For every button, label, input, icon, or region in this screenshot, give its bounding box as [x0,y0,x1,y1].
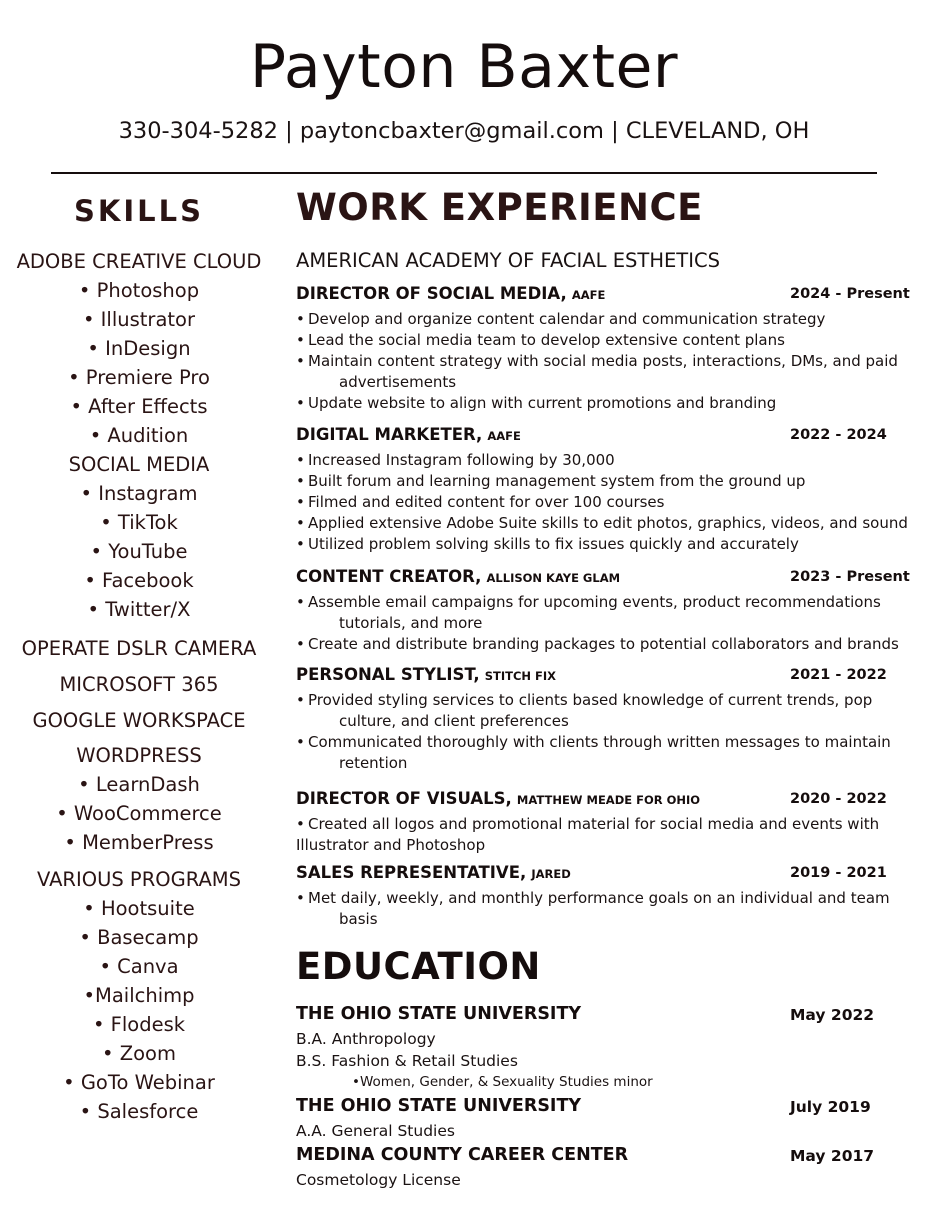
skill-category: MICROSOFT 365 [59,673,219,696]
skill-item: • Premiere Pro [68,366,210,389]
skill-item: • TikTok [100,511,178,534]
job-dates: 2019 - 2021 [790,865,887,881]
skill-item: • InDesign [87,337,191,360]
skill-item: • Basecamp [79,926,199,949]
skill-item: • Zoom [102,1042,176,1065]
job-title: DIRECTOR OF SOCIAL MEDIA, [296,284,567,303]
job-dates: 2022 - 2024 [790,427,887,443]
bullet-text: Communicated thoroughly with clients through written messages to maintain [308,733,891,751]
bullet-text: Assemble email campaigns for upcoming events, product recommendations [308,593,881,611]
job-entry [296,863,916,930]
skill-category: VARIOUS PROGRAMS [37,868,241,891]
job-entry [296,284,916,414]
header-divider [51,172,877,174]
skill-item: • Illustrator [82,308,195,331]
school-name: THE OHIO STATE UNIVERSITY [296,1004,582,1024]
school-name: THE OHIO STATE UNIVERSITY [296,1096,582,1116]
bullet-text: Increased Instagram following by 30,000 [308,451,615,469]
job-bullets [296,814,916,856]
company-name: AMERICAN ACADEMY OF FACIAL ESTHETICS [296,249,720,272]
bullet-continuation: tutorials, and more [339,614,483,632]
job-header [296,789,916,811]
bullet-continuation: basis [339,910,378,928]
bullet-text: Provided styling services to clients based knowledge of current trends, pop [308,691,873,709]
skill-category: ADOBE CREATIVE CLOUD [16,250,262,273]
skill-item: • Audition [89,424,189,447]
job-header [296,665,916,687]
minor-line: •Women, Gender, & Sexuality Studies minor [352,1074,653,1090]
bullet-text: Maintain content strategy with social media posts, interactions, DMs, and paid [308,352,898,370]
job-bullet [296,592,916,634]
job-title: PERSONAL STYLIST, [296,665,480,684]
skill-item: • Instagram [80,482,198,505]
skill-item: • YouTube [90,540,188,563]
skill-item: • Twitter/X [87,598,191,621]
skill-category: OPERATE DSLR CAMERA [21,637,257,660]
bullet-text: Built forum and learning management system from the ground up [308,472,806,490]
job-bullet [296,309,916,330]
job-dates: 2021 - 2022 [790,667,887,683]
bullet-text: Met daily, weekly, and monthly performance goals on an individual and team [308,889,890,907]
bullet-text: Applied extensive Adobe Suite skills to edit photos, graphics, videos, and sound [308,514,908,532]
skill-item: • After Effects [70,395,208,418]
job-bullet [296,888,916,930]
degree-line: B.S. Fashion & Retail Studies [296,1052,518,1070]
job-dates: 2020 - 2022 [790,791,887,807]
job-organization: AAFE [487,429,521,443]
bullet-text: Utilized problem solving skills to fix issues quickly and accurately [308,535,799,553]
job-bullet [296,471,916,492]
job-bullets [296,450,916,555]
skill-item: • GoTo Webinar [63,1071,215,1094]
job-header [296,284,916,306]
degree-line: A.A. General Studies [296,1122,455,1140]
skill-item: •Mailchimp [83,984,195,1007]
skill-item: • WooCommerce [56,802,222,825]
job-entry [296,665,916,774]
school-name: MEDINA COUNTY CAREER CENTER [296,1145,629,1165]
job-header [296,863,916,885]
candidate-name: Payton Baxter [249,32,679,102]
job-bullet [296,513,916,534]
job-bullet [296,732,916,774]
skill-item: • LearnDash [78,773,200,796]
job-bullets [296,592,916,655]
bullet-text: Lead the social media team to develop extensive content plans [308,331,785,349]
skill-item: • MemberPress [64,831,214,854]
bullet-text: Filmed and edited content for over 100 courses [308,493,665,511]
education-heading: EDUCATION [296,945,541,988]
skill-category: WORDPRESS [76,744,202,767]
skill-item: • Hootsuite [83,897,195,920]
graduation-date: May 2022 [790,1006,875,1024]
education-entry [296,1096,896,1142]
job-bullet [296,492,916,513]
bullet-continuation: culture, and client preferences [339,712,569,730]
job-entry [296,789,916,856]
job-organization: STITCH FIX [484,669,557,683]
bullet-continuation: Illustrator and Photoshop [296,836,486,854]
skill-item: • Photoshop [78,279,200,302]
job-bullet [296,690,916,732]
job-entry [296,425,916,555]
bullet-text: Created all logos and promotional material for social media and events with [308,815,880,833]
education-header [296,1096,896,1120]
skill-item: • Flodesk [92,1013,186,1036]
skills-heading: SKILLS [74,194,204,228]
job-bullet [296,330,916,351]
job-header [296,425,916,447]
bullet-continuation: advertisements [339,373,457,391]
job-title: SALES REPRESENTATIVE, [296,863,527,882]
work-experience-heading: WORK EXPERIENCE [296,186,703,229]
degree-line: B.A. Anthropology [296,1030,436,1048]
job-bullet [296,534,916,555]
education-header [296,1004,896,1028]
skill-item: • Salesforce [79,1100,199,1123]
skill-item: • Facebook [84,569,194,592]
job-bullet [296,814,916,856]
job-bullet [296,351,916,393]
graduation-date: May 2017 [790,1147,875,1165]
job-dates: 2024 - Present [790,286,910,302]
job-bullet [296,634,916,655]
job-header [296,567,916,589]
job-title: CONTENT CREATOR, [296,567,482,586]
job-title: DIRECTOR OF VISUALS, [296,789,512,808]
education-header [296,1145,896,1169]
bullet-text: Create and distribute branding packages to potential collaborators and brands [308,635,899,653]
job-dates: 2023 - Present [790,569,910,585]
education-entry [296,1145,896,1191]
job-bullets [296,690,916,774]
job-entry [296,567,916,655]
bullet-continuation: retention [339,754,408,772]
job-organization: ALLISON KAYE GLAM [486,571,621,585]
skill-item: • Canva [99,955,179,978]
education-entry [296,1004,896,1092]
skill-category: GOOGLE WORKSPACE [32,709,246,732]
bullet-text: Develop and organize content calendar and communication strategy [308,310,826,328]
bullet-text: Update website to align with current promotions and branding [308,394,777,412]
job-bullet [296,393,916,414]
job-bullets [296,888,916,930]
job-organization: AAFE [571,288,606,302]
job-organization: JARED [531,867,571,881]
skill-category: SOCIAL MEDIA [68,453,210,476]
degree-line: Cosmetology License [296,1171,461,1189]
graduation-date: July 2019 [790,1098,871,1116]
job-organization: MATTHEW MEADE FOR OHIO [516,793,701,807]
contact-line: 330-304-5282 | paytoncbaxter@gmail.com | CLEVELAND, OH [118,118,810,144]
job-bullet [296,450,916,471]
job-title: DIGITAL MARKETER, [296,425,483,444]
job-bullets [296,309,916,414]
